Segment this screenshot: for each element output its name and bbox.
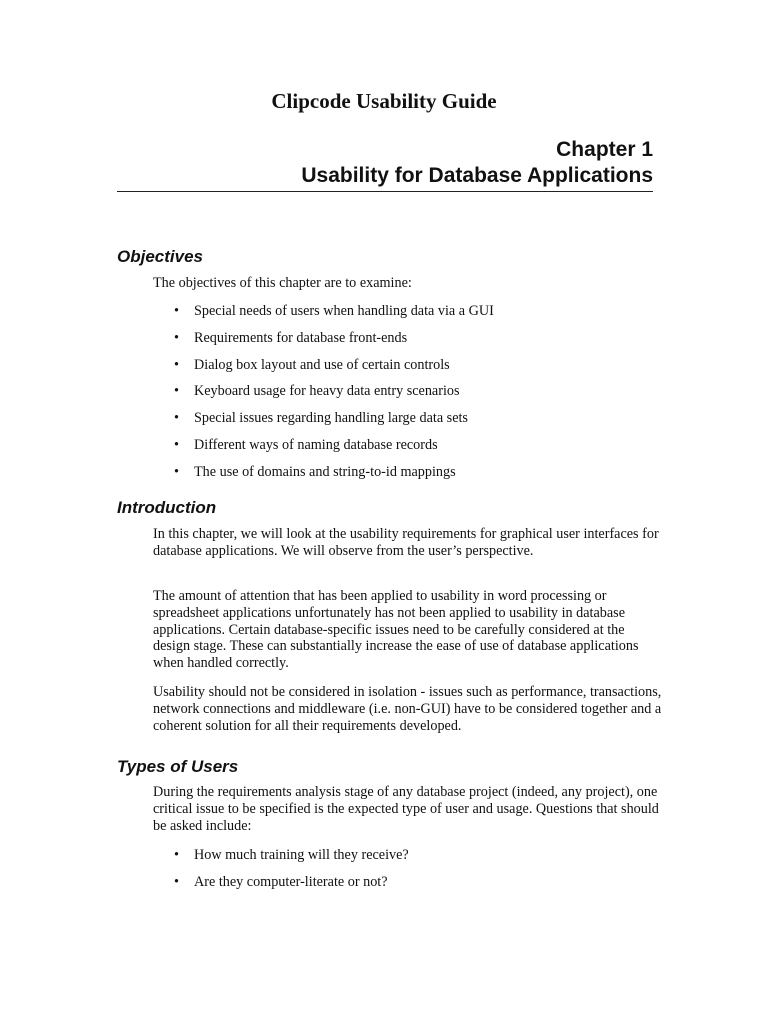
- objectives-intro: The objectives of this chapter are to examine:: [153, 275, 412, 291]
- introduction-paragraph: The amount of attention that has been applied to usability in word processing or spreadsheet applications unfortunately has not been applied to usability in database applications. Certain database-specific issues need to be carefully considered at the design stage. These can substantially increase the ease of use of database applications when handled correctly.: [153, 588, 639, 672]
- types-of-users-paragraph: During the requirements analysis stage of any database project (indeed, any project), one critical issue to be specified is the expected type of user and usage. Questions that should be asked include:: [153, 784, 659, 834]
- list-item: [174, 357, 654, 374]
- list-item: [174, 874, 654, 891]
- list-item-text: How much training will they receive?: [194, 847, 409, 863]
- list-item: [174, 410, 654, 427]
- list-item-text: Requirements for database front-ends: [194, 329, 408, 346]
- objectives-list: [174, 303, 654, 481]
- types-of-users-heading: Types of Users: [117, 757, 239, 776]
- list-item-text: The use of domains and string-to-id mappings: [194, 463, 456, 480]
- list-item-text: Special needs of users when handling data via a GUI: [194, 303, 494, 319]
- list-item: [174, 464, 654, 481]
- introduction-heading: Introduction: [117, 498, 217, 517]
- chapter-heading: [117, 137, 653, 192]
- chapter-title: Usability for Database Applications: [301, 164, 653, 187]
- types-of-users-list: [174, 847, 654, 891]
- list-item: [174, 330, 654, 347]
- bullet-icon: •: [174, 356, 179, 373]
- bullet-icon: •: [174, 847, 179, 863]
- list-item: [174, 847, 654, 864]
- list-item-text: Special issues regarding handling large data sets: [194, 410, 468, 427]
- bullet-icon: •: [174, 383, 179, 400]
- introduction-paragraph: In this chapter, we will look at the usability requirements for graphical user interfaces for database applications. We will observe from the user’s perspective.: [153, 526, 659, 559]
- list-item-text: Are they computer-literate or not?: [194, 873, 388, 890]
- introduction-paragraph: Usability should not be considered in isolation - issues such as performance, transactions, network connections and middleware (i.e. non-GUI) have to be considered together and a coherent solution for all their requirements developed.: [153, 684, 662, 734]
- list-item: [174, 383, 654, 400]
- chapter-label: Chapter 1: [556, 138, 653, 161]
- list-item: [174, 437, 654, 454]
- book-title: Clipcode Usability Guide: [271, 89, 497, 113]
- list-item: [174, 303, 654, 320]
- objectives-heading: Objectives: [117, 247, 203, 266]
- bullet-icon: •: [174, 410, 179, 427]
- bullet-icon: •: [174, 303, 179, 319]
- bullet-icon: •: [174, 463, 179, 480]
- bullet-icon: •: [174, 436, 179, 453]
- bullet-icon: •: [174, 329, 179, 346]
- bullet-icon: •: [174, 873, 179, 890]
- list-item-text: Keyboard usage for heavy data entry scenarios: [194, 383, 460, 400]
- list-item-text: Dialog box layout and use of certain controls: [194, 356, 450, 373]
- list-item-text: Different ways of naming database records: [194, 436, 438, 453]
